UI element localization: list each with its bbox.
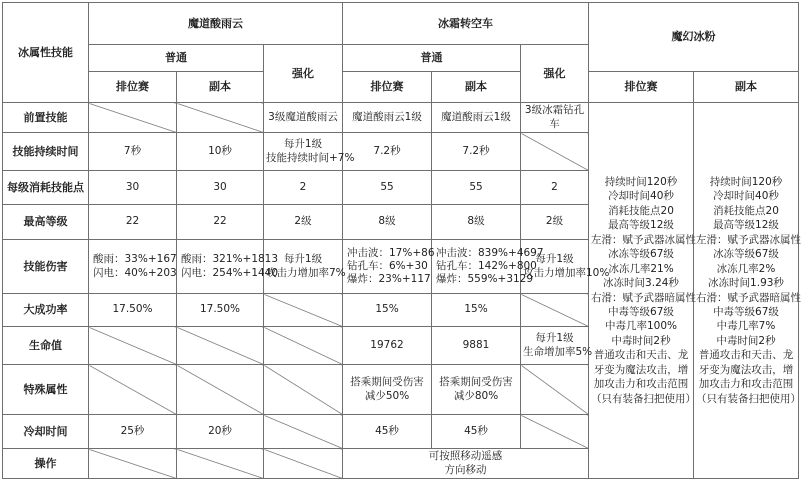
acid-dungeon-cooldown: 20秒	[177, 415, 264, 449]
magic-ranked-line: 左滑：赋予武器冰属性	[591, 233, 696, 246]
tank-dungeon-special	[432, 365, 521, 415]
magic-dungeon-line: 消耗技能点20	[713, 204, 779, 217]
empty-cell	[521, 294, 589, 327]
acid-ranked-success-rate: 17.50%	[89, 294, 177, 327]
magic-ranked-line: 冰冻等级67级	[608, 248, 674, 261]
cell-line: 酸雨：33%+167	[93, 253, 177, 266]
empty-cell	[264, 365, 343, 415]
magic-ranked-line: 冷却时间40秒	[608, 190, 674, 203]
empty-cell	[89, 327, 177, 365]
magic-ranked-line: 普通攻击和天击、龙牙变为魔法攻击，增加攻击力和攻击范围	[593, 349, 689, 391]
acid-ranked-max-level: 22	[89, 205, 177, 240]
magic-dungeon-line: 右滑：赋予武器暗属性	[696, 291, 801, 304]
tank-ranked-hp: 19762	[343, 327, 432, 365]
skill-header-ice-tank: 冰霜转空车	[343, 3, 589, 45]
cell-line: 爆炸：559%+3129	[436, 273, 534, 286]
acid-ranked-cost: 30	[89, 171, 177, 205]
magic-dungeon-line: 冰冻等级67级	[713, 248, 779, 261]
cell-line: 冲击波：17%+86	[347, 246, 435, 259]
tank-ranked-special	[343, 365, 432, 415]
magic-dungeon-line: 冰冻时间1.93秒	[708, 277, 784, 290]
acid-dungeon-header: 副本	[177, 72, 264, 103]
tank-ranked-cooldown: 45秒	[343, 415, 432, 449]
cell-line: 钻孔车：6%+30	[347, 259, 428, 272]
empty-cell	[521, 365, 589, 415]
acid-dungeon-max-level: 22	[177, 205, 264, 240]
row-label-special: 特殊属性	[3, 365, 89, 415]
acid-dungeon-success-rate: 17.50%	[177, 294, 264, 327]
empty-cell	[521, 415, 589, 449]
tank-dungeon-hp: 9881	[432, 327, 521, 365]
cell-line: 闪电：40%+203	[93, 266, 177, 279]
magic-dungeon-line: 冰冻几率2%	[716, 262, 776, 275]
tank-ranked-success-rate: 15%	[343, 294, 432, 327]
tank-dungeon-prereq: 魔道酸雨云1级	[432, 103, 521, 133]
cell-line: 方向移动	[444, 463, 487, 476]
acid-dungeon-cost: 30	[177, 171, 264, 205]
magic-ranked-header: 排位赛	[589, 72, 694, 103]
cell-line: 闪电：254%+1440	[181, 266, 279, 279]
tank-dungeon-duration: 7.2秒	[432, 133, 521, 171]
tank-enhance-prereq: 3级冰霜钻孔车	[521, 103, 589, 133]
magic-dungeon-line: 持续时间120秒	[709, 175, 783, 188]
skill-header-magic-ice: 魔幻冰粉	[589, 3, 799, 72]
cell-line: 攻击力增加率7%	[266, 266, 346, 279]
tank-dungeon-header: 副本	[432, 72, 521, 103]
tank-control	[343, 449, 589, 479]
tank-dungeon-cost: 55	[432, 171, 521, 205]
acid-dungeon-damage	[177, 240, 279, 294]
empty-cell	[177, 449, 264, 479]
empty-cell	[89, 103, 177, 133]
skill-header-acid-rain: 魔道酸雨云	[89, 3, 343, 45]
acid-normal-header: 普通	[89, 45, 264, 72]
tank-enhance-hp	[521, 327, 593, 365]
corner-header: 冰属性技能	[3, 3, 89, 103]
row-label-hp: 生命值	[3, 327, 89, 365]
magic-ranked-line: （只有装备扫把使用）	[591, 392, 696, 405]
cell-line: 酸雨：321%+1813	[181, 253, 279, 266]
tank-ranked-prereq: 魔道酸雨云1级	[343, 103, 432, 133]
row-label-control: 操作	[3, 449, 89, 479]
tank-dungeon-damage	[432, 240, 544, 294]
magic-dungeon-line: 中毒等级67级	[713, 305, 779, 318]
magic-dungeon-header: 副本	[694, 72, 799, 103]
cell-line: 技能持续时间+7%	[266, 151, 355, 164]
acid-enhance-cost: 2	[264, 171, 343, 205]
cell-line: 可按照移动遥感	[428, 450, 503, 463]
tank-ranked-cost: 55	[343, 171, 432, 205]
empty-cell	[264, 294, 343, 327]
empty-cell	[89, 449, 177, 479]
cell-line: 搭乘期间受伤害	[350, 376, 424, 389]
cell-line: 减少50%	[364, 389, 410, 402]
acid-enhance-prereq: 3级魔道酸雨云	[264, 103, 343, 133]
tank-ranked-max-level: 8级	[343, 205, 432, 240]
acid-ranked-cooldown: 25秒	[89, 415, 177, 449]
magic-ranked-line: 中毒时间2秒	[611, 334, 671, 347]
empty-cell	[177, 327, 264, 365]
tank-dungeon-cooldown: 45秒	[432, 415, 521, 449]
cell-line: 生命增加率5%	[523, 345, 593, 358]
acid-ranked-duration: 7秒	[89, 133, 177, 171]
magic-ranked-line: 持续时间120秒	[604, 175, 678, 188]
magic-ice-ranked-details	[589, 103, 694, 479]
tank-dungeon-max-level: 8级	[432, 205, 521, 240]
tank-ranked-damage	[343, 240, 435, 294]
cell-line: 每升1级	[535, 253, 574, 266]
magic-dungeon-line: 普通攻击和天击、龙牙变为魔法攻击，增加攻击力和攻击范围	[698, 349, 794, 391]
tank-enhance-header: 强化	[521, 45, 589, 103]
acid-enhance-max-level: 2级	[264, 205, 343, 240]
cell-line: 每升1级	[283, 138, 323, 151]
magic-ranked-line: 右滑：赋予武器暗属性	[591, 291, 696, 304]
magic-ice-dungeon-details	[694, 103, 799, 479]
cell-line: 减少80%	[453, 389, 499, 402]
empty-cell	[521, 133, 589, 171]
magic-ranked-line: 中毒等级67级	[608, 305, 674, 318]
magic-ranked-line: 最高等级12级	[608, 219, 674, 232]
cell-line: 钻孔车：142%+800	[436, 259, 537, 272]
empty-cell	[264, 449, 343, 479]
cell-line: 冲击波：839%+4697	[436, 246, 544, 259]
row-label-prereq: 前置技能	[3, 103, 89, 133]
acid-ranked-damage	[89, 240, 177, 294]
row-label-cooldown: 冷却时间	[3, 415, 89, 449]
empty-cell	[177, 365, 264, 415]
empty-cell	[264, 327, 343, 365]
row-label-max-level: 最高等级	[3, 205, 89, 240]
row-label-duration: 技能持续时间	[3, 133, 89, 171]
empty-cell	[264, 415, 343, 449]
magic-dungeon-line: （只有装备扫把使用）	[696, 392, 801, 405]
empty-cell	[89, 365, 177, 415]
tank-dungeon-success-rate: 15%	[432, 294, 521, 327]
magic-ranked-line: 冰冻时间3.24秒	[603, 277, 679, 290]
cell-line: 爆炸：23%+117	[347, 273, 431, 286]
cell-line: 搭乘期间受伤害	[439, 376, 513, 389]
acid-enhance-damage	[264, 240, 346, 294]
magic-dungeon-line: 中毒时间2秒	[716, 334, 776, 347]
magic-ranked-line: 中毒几率100%	[604, 320, 678, 333]
magic-dungeon-line: 左滑：赋予武器冰属性	[696, 233, 801, 246]
tank-normal-header: 普通	[343, 45, 521, 72]
magic-dungeon-line: 冷却时间40秒	[713, 190, 779, 203]
tank-ranked-header: 排位赛	[343, 72, 432, 103]
tank-ranked-duration: 7.2秒	[343, 133, 432, 171]
row-label-success-rate: 大成功率	[3, 294, 89, 327]
cell-line: 攻击力增加率10%	[523, 266, 610, 279]
cell-line: 每升1级	[283, 253, 323, 266]
magic-dungeon-line: 中毒几率7%	[716, 320, 776, 333]
acid-ranked-header: 排位赛	[89, 72, 177, 103]
tank-enhance-cost: 2	[521, 171, 589, 205]
empty-cell	[177, 103, 264, 133]
magic-ranked-line: 冰冻几率21%	[608, 262, 674, 275]
acid-enhance-header: 强化	[264, 45, 343, 103]
acid-enhance-duration	[264, 133, 355, 171]
tank-enhance-max-level: 2级	[521, 205, 589, 240]
ice-skill-table	[2, 2, 799, 479]
row-label-damage: 技能伤害	[3, 240, 89, 294]
magic-dungeon-line: 最高等级12级	[713, 219, 779, 232]
row-label-cost: 每级消耗技能点	[3, 171, 89, 205]
cell-line: 每升1级	[535, 332, 574, 345]
magic-ranked-line: 消耗技能点20	[608, 204, 674, 217]
acid-dungeon-duration: 10秒	[177, 133, 264, 171]
